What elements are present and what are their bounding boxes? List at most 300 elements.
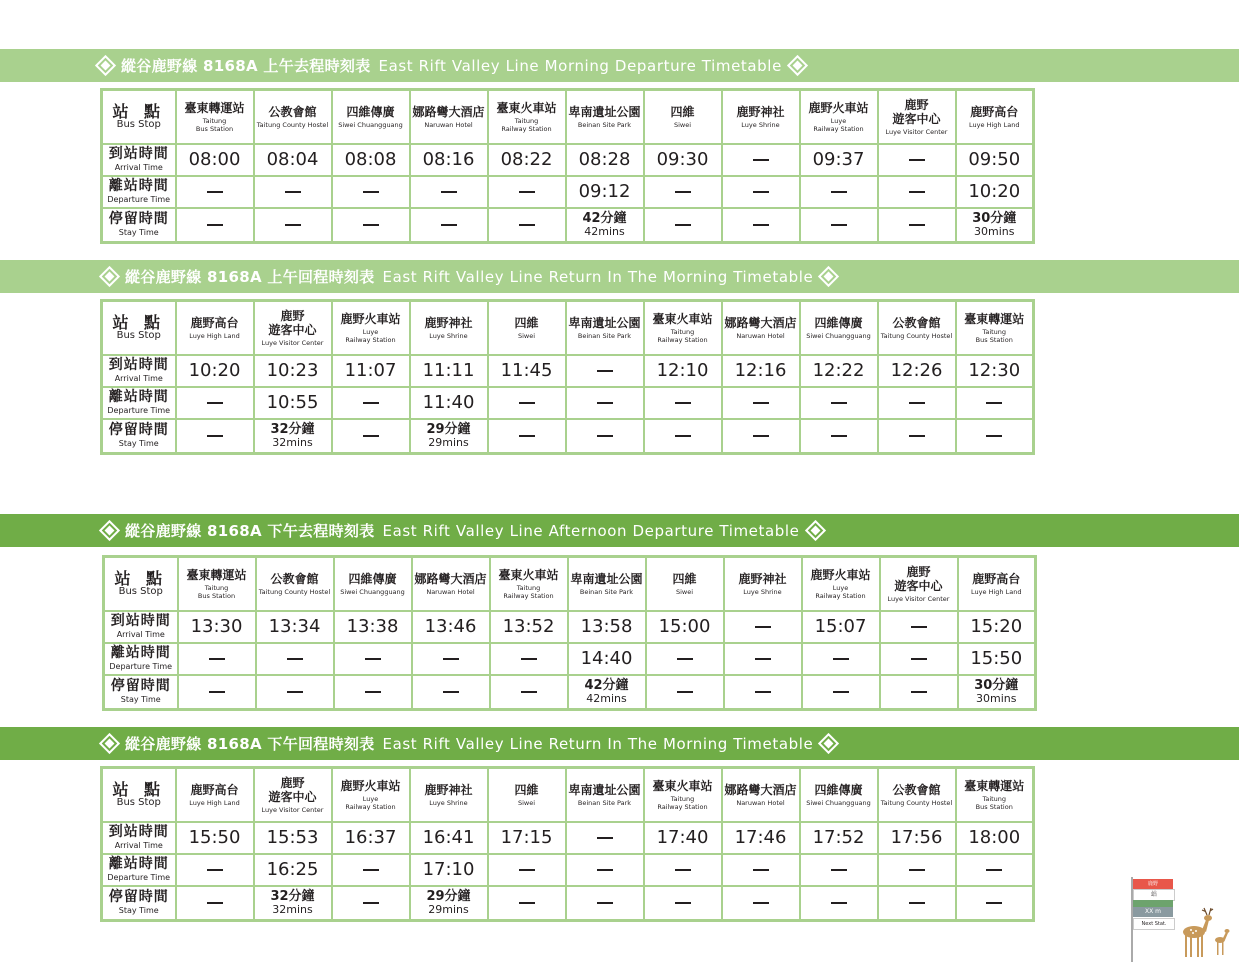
dash-icon (986, 402, 1002, 404)
stop-name-en: Taitung County Hostel (258, 587, 331, 596)
time-value: 15:20 (970, 616, 1023, 637)
sign-stripe (1133, 900, 1173, 907)
dash-icon (207, 191, 223, 193)
stop-name-zh: 公教會館 (892, 782, 941, 797)
stop-name-zh: 鹿野 遊客中心 (894, 564, 943, 593)
stay-cell (722, 886, 800, 921)
dash-icon (285, 191, 301, 193)
stop-name-zh: 臺東轉運站 (964, 778, 1025, 793)
stay-cell (958, 675, 1036, 710)
stop-name-zh: 卑南遺址公園 (568, 104, 641, 119)
stop-name-en: Beinan Site Park (577, 331, 632, 340)
arrival-row (102, 822, 1034, 854)
dash-icon (519, 902, 535, 904)
stop-name-zh: 鹿野神社 (736, 104, 785, 119)
stop-name-en: Taitung County Hostel (880, 331, 953, 340)
departure-cell (568, 643, 646, 675)
label-zh: 離站時間 (108, 178, 169, 194)
dash-icon (755, 691, 771, 693)
time-value: 12:26 (890, 360, 943, 381)
stop-name-zh: 鹿野高台 (190, 315, 239, 330)
stay-minutes-zh: 32分鐘 (270, 888, 315, 904)
stay-minutes-zh: 42分鐘 (584, 677, 629, 693)
stop-name-zh: 四維 (672, 571, 697, 586)
stop-name-en: Taitung Bus Station (197, 583, 236, 600)
arrival-cell (178, 611, 256, 643)
time-value: 13:52 (502, 616, 555, 637)
time-value: 17:15 (500, 827, 553, 848)
stop-name-zh: 四維 (514, 782, 539, 797)
row-label-stay (104, 675, 178, 710)
stop-name-en: Luye Visitor Center (887, 594, 950, 603)
arrival-cell (254, 144, 332, 176)
stop-name-zh: 臺東火車站 (652, 778, 713, 793)
label-zh: 到站時間 (110, 613, 171, 629)
stop-header (254, 301, 332, 355)
stay-cell (568, 675, 646, 710)
dash-icon (831, 402, 847, 404)
stop-name-en: Luye Visitor Center (261, 338, 324, 347)
time-value: 10:20 (968, 181, 1021, 202)
arrival-cell (956, 144, 1034, 176)
stop-name-en: Taitung County Hostel (880, 798, 953, 807)
stop-name-zh: 鹿野 遊客中心 (268, 775, 317, 804)
stop-name-zh: 臺東轉運站 (186, 567, 247, 582)
stop-name-zh: 卑南遺址公園 (568, 315, 641, 330)
label-zh: 離站時間 (108, 389, 169, 405)
stay-cell (332, 419, 410, 454)
dash-icon (831, 902, 847, 904)
stay-row (102, 886, 1034, 921)
stop-name-en: Taitung Railway Station (657, 327, 708, 344)
stop-name-zh: 鹿野 遊客中心 (892, 97, 941, 126)
stay-minutes-zh: 42分鐘 (582, 210, 627, 226)
stay-minutes-zh: 29分鐘 (426, 421, 471, 437)
stop-name-zh: 鹿野神社 (738, 571, 787, 586)
section-banner (0, 260, 1239, 293)
arrival-cell (878, 822, 956, 854)
stop-name-zh: 卑南遺址公園 (568, 782, 641, 797)
time-value: 08:22 (500, 149, 553, 170)
sign-top: 鹿野 (1133, 879, 1173, 889)
time-value: 15:07 (814, 616, 867, 637)
time-value: 17:56 (890, 827, 943, 848)
section-banner (0, 49, 1239, 82)
stay-minutes-en: 42mins (586, 691, 627, 705)
stop-name-en: Siwei (675, 587, 694, 596)
dash-icon (753, 869, 769, 871)
time-value: 12:22 (812, 360, 865, 381)
label-en: Stay Time (120, 695, 161, 705)
departure-cell (958, 643, 1036, 675)
dash-icon (753, 224, 769, 226)
stay-cell (880, 675, 958, 710)
arrival-cell (568, 611, 646, 643)
stay-cell (334, 675, 412, 710)
arrival-cell (410, 822, 488, 854)
row-label-stop (104, 557, 178, 611)
stop-name-zh: 卑南遺址公園 (570, 571, 643, 586)
stay-cell (956, 419, 1034, 454)
stop-header (488, 301, 566, 355)
stop-name-en: Taitung Bus Station (195, 116, 234, 133)
stop-name-zh: 公教會館 (268, 104, 317, 119)
time-value: 13:30 (190, 616, 243, 637)
stay-row (102, 419, 1034, 454)
stop-header (488, 90, 566, 144)
stay-cell (878, 208, 956, 243)
stop-header (722, 768, 800, 822)
stay-cell (644, 208, 722, 243)
stay-cell (800, 886, 878, 921)
dash-icon (597, 837, 613, 839)
stop-header (802, 557, 880, 611)
arrival-cell (566, 144, 644, 176)
dash-icon (209, 691, 225, 693)
dash-icon (441, 191, 457, 193)
departure-cell (722, 176, 800, 208)
dash-icon (285, 224, 301, 226)
stop-name-en: Siwei (517, 798, 536, 807)
stay-cell (800, 419, 878, 454)
arrival-cell (956, 355, 1034, 387)
dash-icon (831, 435, 847, 437)
stop-name-zh: 臺東火車站 (496, 100, 557, 115)
departure-row (102, 854, 1034, 886)
time-value: 09:50 (968, 149, 1021, 170)
stop-header (644, 90, 722, 144)
label-en: Bus Stop (118, 586, 163, 598)
dash-icon (597, 435, 613, 437)
dash-icon (909, 224, 925, 226)
arrival-cell (878, 144, 956, 176)
dash-icon (209, 658, 225, 660)
stay-cell (332, 208, 410, 243)
row-label-stop (102, 90, 176, 144)
arrival-row (104, 611, 1036, 643)
timetable (100, 299, 1035, 455)
row-label-arrival (102, 822, 176, 854)
stop-name-zh: 臺東火車站 (652, 311, 713, 326)
departure-cell (488, 387, 566, 419)
arrival-cell (646, 611, 724, 643)
arrival-cell (332, 355, 410, 387)
stop-name-zh: 鹿野高台 (972, 571, 1021, 586)
stay-row (104, 675, 1036, 710)
stop-header (880, 557, 958, 611)
label-zh: 停留時間 (108, 889, 169, 906)
time-value: 17:52 (812, 827, 865, 848)
label-zh: 離站時間 (110, 645, 171, 661)
departure-cell (254, 854, 332, 886)
stop-header (644, 768, 722, 822)
arrival-cell (256, 611, 334, 643)
dash-icon (363, 191, 379, 193)
row-label-departure (104, 643, 178, 675)
stay-cell (566, 208, 644, 243)
time-value: 08:28 (578, 149, 631, 170)
time-value: 12:10 (656, 360, 709, 381)
dash-icon (909, 191, 925, 193)
stay-cell (722, 208, 800, 243)
dash-icon (207, 869, 223, 871)
dash-icon (207, 435, 223, 437)
departure-row (104, 643, 1036, 675)
stop-name-en: Luye Railway Station (815, 583, 866, 600)
stop-name-en: Luye High Land (189, 331, 240, 340)
dash-icon (521, 691, 537, 693)
departure-cell (410, 854, 488, 886)
departure-cell (412, 643, 490, 675)
stay-minutes-en: 30mins (974, 224, 1015, 238)
stop-row (102, 301, 1034, 355)
stop-name-zh: 鹿野高台 (190, 782, 239, 797)
departure-cell (646, 643, 724, 675)
stop-header (410, 301, 488, 355)
stop-name-en: Naruwan Hotel (736, 798, 785, 807)
departure-cell (956, 387, 1034, 419)
stay-cell (878, 886, 956, 921)
departure-cell (410, 387, 488, 419)
stop-header (178, 557, 256, 611)
diamond-icon (818, 733, 839, 754)
dash-icon (521, 658, 537, 660)
label-en: Arrival Time (114, 163, 163, 172)
time-value: 17:46 (734, 827, 787, 848)
stop-header (956, 301, 1034, 355)
time-value: 13:46 (424, 616, 477, 637)
stay-cell (176, 886, 254, 921)
stop-name-zh: 娜路彎大酒店 (412, 104, 485, 119)
stay-row (102, 208, 1034, 243)
stop-header (332, 301, 410, 355)
label-zh: 到站時間 (108, 824, 169, 840)
stop-header (566, 768, 644, 822)
departure-cell (566, 387, 644, 419)
stop-row (102, 90, 1034, 144)
departure-cell (254, 176, 332, 208)
stop-header (334, 557, 412, 611)
diamond-icon (99, 520, 120, 541)
arrival-cell (644, 355, 722, 387)
banner-title-en: East Rift Valley Line Return In The Morning Timetable (382, 267, 814, 286)
departure-cell (722, 854, 800, 886)
arrival-cell (334, 611, 412, 643)
stay-cell (878, 419, 956, 454)
stop-name-en: Taitung County Hostel (256, 120, 329, 129)
arrival-cell (410, 144, 488, 176)
departure-cell (176, 387, 254, 419)
dash-icon (831, 191, 847, 193)
sign-distance: XX m (1133, 907, 1173, 917)
stay-cell (566, 886, 644, 921)
departure-row (102, 387, 1034, 419)
arrival-cell (488, 144, 566, 176)
stay-cell (176, 208, 254, 243)
time-value: 14:40 (580, 648, 633, 669)
dash-icon (207, 902, 223, 904)
stop-name-zh: 四維 (514, 315, 539, 330)
bus-stop-sign-illustration (1131, 877, 1173, 962)
row-label-stay (102, 886, 176, 921)
departure-cell (644, 387, 722, 419)
label-zh: 到站時間 (108, 357, 169, 373)
departure-cell (800, 387, 878, 419)
departure-cell (644, 176, 722, 208)
stay-cell (176, 419, 254, 454)
row-label-departure (102, 387, 176, 419)
stop-header (176, 90, 254, 144)
stop-header (490, 557, 568, 611)
label-en: Departure Time (107, 406, 171, 415)
time-value: 13:34 (268, 616, 321, 637)
arrival-cell (722, 144, 800, 176)
stay-cell (722, 419, 800, 454)
dash-icon (365, 691, 381, 693)
label-en: Arrival Time (116, 630, 165, 639)
stop-name-zh: 臺東轉運站 (964, 311, 1025, 326)
stay-minutes-en: 32mins (272, 902, 313, 916)
departure-cell (724, 643, 802, 675)
dash-icon (443, 658, 459, 660)
banner-title-zh: 縱谷鹿野線 8168A 下午回程時刻表 (125, 735, 375, 753)
stay-cell (488, 886, 566, 921)
stop-name-zh: 公教會館 (892, 315, 941, 330)
dash-icon (363, 224, 379, 226)
time-value: 08:16 (422, 149, 475, 170)
dash-icon (753, 902, 769, 904)
stay-cell (490, 675, 568, 710)
stop-name-zh: 娜路彎大酒店 (414, 571, 487, 586)
stop-name-zh: 臺東轉運站 (184, 100, 245, 115)
banner-title-en: East Rift Valley Line Afternoon Departure Timetable (382, 521, 800, 540)
stop-header (254, 90, 332, 144)
label-en: Stay Time (118, 228, 159, 238)
dash-icon (519, 402, 535, 404)
dash-icon (287, 691, 303, 693)
row-label-departure (102, 854, 176, 886)
stay-cell (178, 675, 256, 710)
dash-icon (597, 370, 613, 372)
label-en: Departure Time (107, 195, 171, 204)
row-label-departure (102, 176, 176, 208)
arrival-cell (802, 611, 880, 643)
stop-name-en: Siwei Chuangguang (806, 331, 871, 340)
stop-header (566, 301, 644, 355)
departure-cell (332, 854, 410, 886)
stop-header (800, 768, 878, 822)
time-value: 15:53 (266, 827, 319, 848)
banner-title-en: East Rift Valley Line Morning Departure Timetable (378, 56, 782, 75)
stay-minutes-zh: 30分鐘 (972, 210, 1017, 226)
time-value: 10:55 (266, 392, 319, 413)
departure-cell (722, 387, 800, 419)
dash-icon (519, 869, 535, 871)
label-zh: 到站時間 (108, 146, 169, 162)
dash-icon (833, 691, 849, 693)
stay-minutes-en: 29mins (428, 435, 469, 449)
time-value: 15:00 (658, 616, 711, 637)
stop-name-en: Luye Railway Station (345, 794, 396, 811)
time-value: 17:40 (656, 827, 709, 848)
departure-cell (178, 643, 256, 675)
arrival-cell (176, 355, 254, 387)
dash-icon (909, 902, 925, 904)
arrival-cell (412, 611, 490, 643)
stay-cell (254, 208, 332, 243)
stop-row (102, 768, 1034, 822)
time-value: 10:20 (188, 360, 241, 381)
dash-icon (443, 691, 459, 693)
stop-name-en: Siwei (673, 120, 692, 129)
departure-cell (878, 854, 956, 886)
stop-name-en: Luye Shrine (429, 798, 468, 807)
arrival-cell (254, 822, 332, 854)
stop-name-en: Taitung Bus Station (975, 327, 1013, 344)
dash-icon (909, 869, 925, 871)
time-value: 08:04 (266, 149, 319, 170)
stay-cell (256, 675, 334, 710)
stop-name-en: Luye Shrine (743, 587, 782, 596)
time-value: 09:12 (578, 181, 631, 202)
arrival-row (102, 144, 1034, 176)
arrival-cell (176, 144, 254, 176)
stay-cell (802, 675, 880, 710)
diamond-icon (99, 733, 120, 754)
dash-icon (207, 402, 223, 404)
label-zh: 停留時間 (108, 211, 169, 228)
section-banner (0, 727, 1239, 760)
stay-cell (566, 419, 644, 454)
label-en: Departure Time (107, 873, 171, 882)
time-value: 08:00 (188, 149, 241, 170)
stay-cell (644, 886, 722, 921)
stop-name-en: Siwei Chuangguang (338, 120, 403, 129)
dash-icon (831, 869, 847, 871)
row-label-arrival (102, 144, 176, 176)
stop-name-zh: 鹿野火車站 (340, 778, 401, 793)
diamond-icon (818, 266, 839, 287)
stay-cell (254, 886, 332, 921)
stay-cell (724, 675, 802, 710)
sign-station: 站 (1133, 889, 1175, 901)
dash-icon (753, 402, 769, 404)
departure-cell (880, 643, 958, 675)
dash-icon (753, 159, 769, 161)
stop-header (800, 301, 878, 355)
banner-title-zh: 縱谷鹿野線 8168A 上午回程時刻表 (125, 268, 375, 286)
time-value: 08:08 (344, 149, 397, 170)
departure-cell (956, 176, 1034, 208)
dash-icon (753, 435, 769, 437)
stop-name-en: Beinan Site Park (577, 120, 632, 129)
stop-name-zh: 四維 (670, 104, 695, 119)
arrival-cell (410, 355, 488, 387)
arrival-cell (722, 355, 800, 387)
time-value: 15:50 (970, 648, 1023, 669)
departure-cell (878, 387, 956, 419)
dash-icon (986, 435, 1002, 437)
departure-cell (566, 176, 644, 208)
stay-cell (410, 419, 488, 454)
stop-name-en: Taitung Railway Station (501, 116, 552, 133)
dash-icon (755, 658, 771, 660)
stay-cell (254, 419, 332, 454)
dash-icon (597, 402, 613, 404)
stay-minutes-zh: 30分鐘 (974, 677, 1019, 693)
departure-cell (488, 854, 566, 886)
banner-title-zh: 縱谷鹿野線 8168A 下午去程時刻表 (125, 522, 375, 540)
